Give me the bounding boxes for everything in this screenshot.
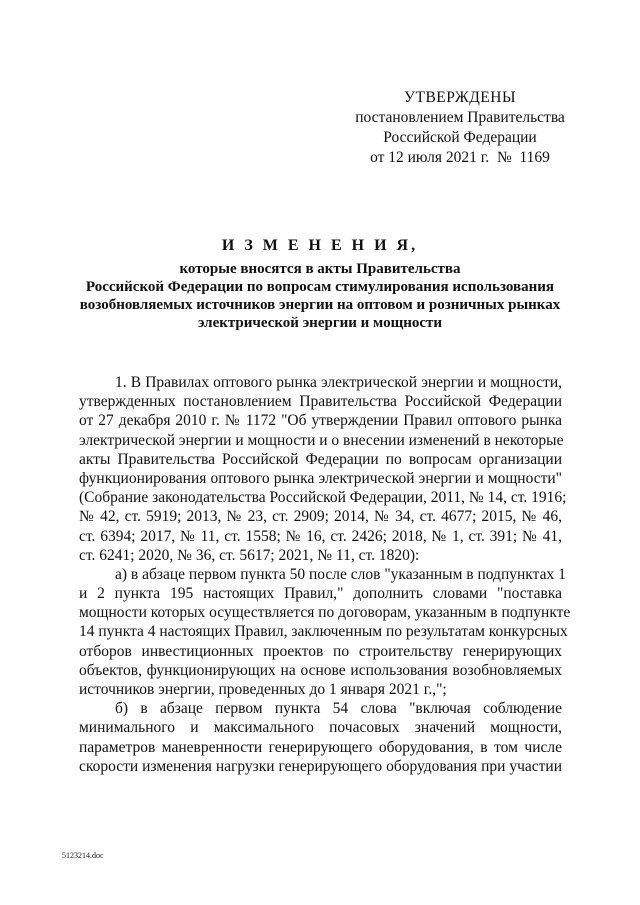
- approved-label: УТВЕРЖДЕНЫ: [404, 89, 516, 106]
- body-line: (Собрание законодательства Российской Федерации, 2011, № 14, ст. 1916;: [79, 489, 567, 507]
- approval-date-line: от 12 июля 2021 г. № 1169: [370, 149, 550, 166]
- body-line: ст. 6241; 2020, № 36, ст. 5617; 2021, № 11, ст. 1820):: [79, 546, 420, 564]
- body-line: акты Правительства Российской Федерации по вопросам организации: [79, 450, 562, 468]
- body-line: и 2 пункта 195 настоящих Правил," дополнить словами "поставка: [79, 585, 562, 603]
- approval-line-1: постановлением Правительства: [355, 109, 565, 126]
- body-line: скорости изменения нагрузки генерирующего оборудования при участии: [79, 757, 562, 775]
- approval-line-2: Российской Федерации: [383, 129, 537, 146]
- body-line: функционирования оптового рынка электрической энергии и мощности": [79, 469, 562, 487]
- body-line: электрической энергии и мощности и о внесении изменений в некоторые: [79, 431, 564, 449]
- body-line: отборов инвестиционных проектов по строительству генерирующих: [79, 642, 562, 660]
- subtitle-line: электрической энергии и мощности: [197, 315, 443, 331]
- body-line: б) в абзаце первом пункта 54 слова "включая соблюдение: [115, 700, 562, 718]
- document-body: [79, 373, 571, 776]
- footer-doc-code: 5123214.doc: [62, 851, 104, 860]
- body-line: а) в абзаце первом пункта 50 после слов "указанным в подпунктах 1: [115, 565, 566, 583]
- approval-block: [340, 88, 580, 168]
- document-heading: И З М Е Н Е Н И Я,: [221, 237, 419, 254]
- body-line: ст. 6394; 2017, № 11, ст. 1558; № 16, ст. 2426; 2018, № 1, ст. 391; № 41,: [79, 527, 562, 545]
- subtitle-line: Российской Федерации по вопросам стимулирования использования: [85, 279, 555, 295]
- body-line: источников энергии, проведенных до 1 января 2021 г.,";: [79, 681, 447, 698]
- body-line: параметров маневренности генерирующего оборудования, в том числе: [79, 738, 562, 756]
- body-line: 14 пункта 4 настоящих Правил, заключенным по результатам конкурсных: [79, 623, 568, 641]
- body-line: мощности которых осуществляется по договорам, указанным в подпункте: [79, 604, 571, 622]
- document-subtitle: [60, 260, 580, 332]
- body-line: утвержденных постановлением Правительства Российской Федерации: [79, 393, 562, 411]
- body-line: 1. В Правилах оптового рынка электрической энергии и мощности,: [115, 374, 562, 391]
- subtitle-line: которые вносятся в акты Правительства: [179, 261, 461, 277]
- subtitle-line: возобновляемых источников энергии на оптовом и розничных рынках: [79, 297, 561, 313]
- body-line: от 27 декабря 2010 г. № 1172 "Об утверждении Правил оптового рынка: [79, 412, 562, 430]
- body-line: № 42, ст. 5919; 2013, № 23, ст. 2909; 2014, № 34, ст. 4677; 2015, № 46,: [79, 508, 562, 526]
- body-line: минимального и максимального почасовых значений мощности,: [79, 719, 562, 737]
- body-line: объектов, функционирующих на основе использования возобновляемых: [79, 661, 562, 679]
